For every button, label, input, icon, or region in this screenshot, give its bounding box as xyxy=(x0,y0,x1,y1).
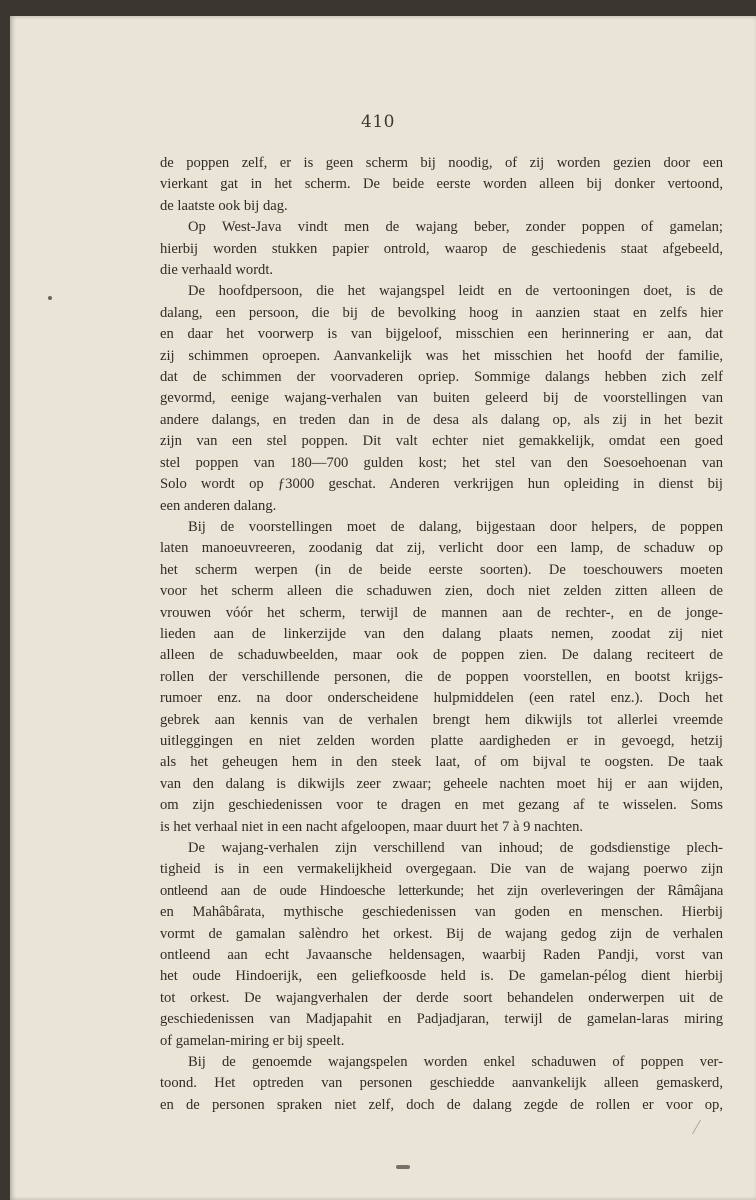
text-line: geschiedenissen van Madjapahit en Padjadjaran, terwijl de gamelan-laras miring xyxy=(160,1011,723,1028)
text-line: alleen de schaduwbeelden, maar ook de poppen zien. De dalang reciteert de xyxy=(160,647,723,664)
text-line: uitleggingen en niet zelden worden platte aardigheden er in gevoegd, hetzij xyxy=(160,732,723,749)
text-line: rumoer enz. na door onderscheidene hulpmiddelen (een ratel enz.). Doch het xyxy=(160,690,723,707)
text-line: tot orkest. De wajangverhalen der derde soort behandelen onderwerpen uit de xyxy=(160,989,723,1006)
text-line: een anderen dalang. xyxy=(160,497,277,514)
text-line: voor het scherm alleen die schaduwen zien, doch niet zelden zitten alleen de xyxy=(160,583,723,600)
text-line: gevormd, eenige wajang-verhalen van buiten geleerd bij de voorstellingen van xyxy=(160,390,723,407)
paragraph xyxy=(160,153,723,217)
paragraph xyxy=(160,281,723,516)
text-line: vormt de gamalan salèndro het orkest. Bij de wajang gedog zijn de verhalen xyxy=(160,925,723,942)
text-line: om zijn geschiedenissen voor te dragen en met gezang af te wisselen. Soms xyxy=(160,797,723,814)
text-line: andere dalangs, en treden dan in de desa als dalang op, als zij in het bezit xyxy=(160,411,723,428)
text-line: vierkant gat in het scherm. De beide eerste worden alleen bij donker vertoond, xyxy=(160,176,723,193)
body-text xyxy=(160,153,723,1116)
text-line: het oude Hindoerijk, een geliefkoosde held is. De gamelan-pélog dient hierbij xyxy=(160,968,723,985)
text-line: of gamelan-miring er bij speelt. xyxy=(160,1032,345,1049)
text-line: dat de schimmen der voorvaderen opriep. Sommige dalangs hebben zich zelf xyxy=(160,369,723,386)
text-line: dalang, een persoon, die bij de bevolking hoog in aanzien staat en zelfs hier xyxy=(160,304,723,321)
paragraph xyxy=(160,838,723,1052)
text-line: het scherm werpen (in de beide eerste soorten). De toeschouwers moeten xyxy=(160,561,723,578)
text-line: als het geheugen hem in den steek laat, of om bijval te oogsten. De taak xyxy=(160,754,723,771)
text-line: de laatste ook bij dag. xyxy=(160,197,288,214)
text-line: rollen der verschillende personen, die de poppen voorstellen, en bootst krijgs- xyxy=(160,668,723,685)
text-line: zijn van een stel poppen. Dit valt echter niet gemakkelijk, omdat een goed xyxy=(160,433,723,450)
paragraph xyxy=(160,1052,723,1116)
text-line: tigheid is in een vermakelijkheid overgegaan. Die van de wajang poerwo zijn xyxy=(160,861,723,878)
text-line: ontleend aan echt Javaansche heldensagen, waarbij Raden Pandji, vorst van xyxy=(160,947,723,964)
text-line: vrouwen vóór het scherm, terwijl de mannen aan de rechter-, en de jonge- xyxy=(160,604,723,621)
ink-smudge xyxy=(396,1165,410,1169)
text-line: en daar het voorwerp is van bijgeloof, misschien een herinnering er aan, dat xyxy=(160,326,723,343)
text-line: die verhaald wordt. xyxy=(160,262,274,279)
text-line: hierbij worden stukken papier ontrold, waarop de geschiedenis staat afgebeeld, xyxy=(160,240,723,257)
text-line: De wajang-verhalen zijn verschillend van inhoud; de godsdienstige plech- xyxy=(188,840,723,856)
text-line: en Mahâbârata, mythische geschiedenissen van goden en menschen. Hierbij xyxy=(160,904,723,921)
text-line: stel poppen van 180—700 gulden kost; het stel van den Soesoehoenan van xyxy=(160,454,723,471)
text-line: ontleend aan de oude Hindoesche letterkunde; het zijn overleveringen der Râmâjana xyxy=(160,882,723,899)
text-line: De hoofdpersoon, die het wajangspel leidt en de vertooningen doet, is de xyxy=(188,283,723,300)
text-line: is het verhaal niet in een nacht afgeloopen, maar duurt het 7 à 9 nachten. xyxy=(160,818,584,835)
text-line: Bij de voorstellingen moet de dalang, bijgestaan door helpers, de poppen xyxy=(188,518,723,535)
text-line: Op West-Java vindt men de wajang beber, zonder poppen of gamelan; xyxy=(188,219,723,236)
text-line: gebrek aan kennis van de verhalen brengt hem dikwijls tot allerlei vreemde xyxy=(160,711,723,728)
paragraph xyxy=(160,217,723,281)
text-line: en de personen spraken niet zelf, doch de dalang zegde de rollen er voor op, xyxy=(160,1096,723,1113)
text-line: de poppen zelf, er is geen scherm bij noodig, of zij worden gezien door een xyxy=(160,155,723,171)
text-line: zij schimmen oproepen. Aanvankelijk was het misschien het hoofd der familie, xyxy=(160,347,723,364)
page-number: 410 xyxy=(361,112,395,132)
text-line: van den dalang is dikwijls zeer zwaar; geheele nachten moet hij er aan wijden, xyxy=(160,775,723,792)
text-line: toond. Het optreden van personen geschiedde aanvankelijk alleen gemaskerd, xyxy=(160,1075,723,1092)
text-line: lieden aan de linkerzijde van den dalang plaats nemen, zoodat zij niet xyxy=(160,625,723,642)
margin-mark xyxy=(48,296,52,300)
text-line: laten manoeuvreeren, zoodanig dat zij, verlicht door een lamp, de schaduw op xyxy=(160,540,723,557)
paragraph xyxy=(160,517,723,838)
text-line: Bij de genoemde wajangspelen worden enkel schaduwen of poppen ver- xyxy=(188,1054,723,1071)
text-line: Solo wordt op ƒ3000 geschat. Anderen verkrijgen hun opleiding in dienst bij xyxy=(160,476,723,493)
